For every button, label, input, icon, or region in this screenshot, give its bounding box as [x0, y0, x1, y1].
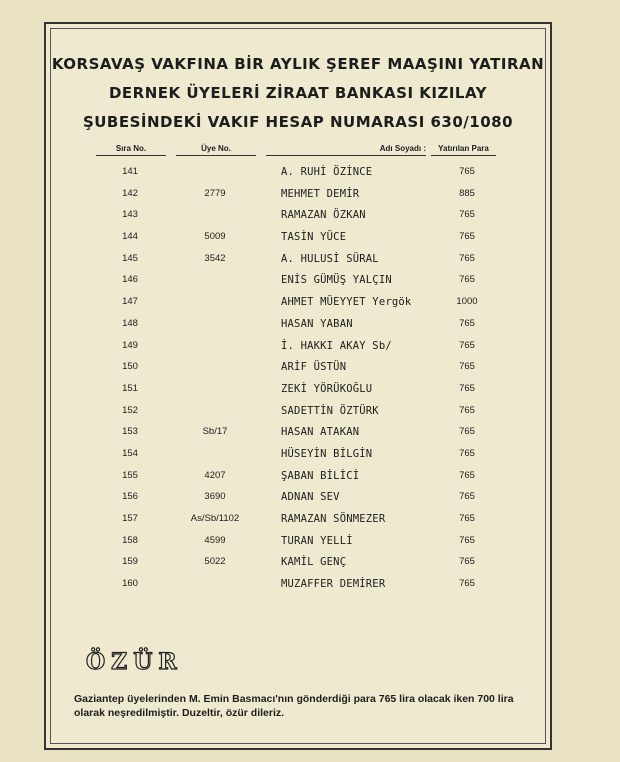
- cell-uye-no: 2779: [204, 187, 226, 199]
- cell-yatirilan-para: 765: [459, 166, 475, 177]
- cell-sira-no: 155: [122, 469, 138, 481]
- table-row: [46, 552, 550, 574]
- cell-adi-soyadi: ADNAN SEV: [281, 491, 340, 504]
- cell-yatirilan-para: 765: [459, 426, 475, 438]
- cell-yatirilan-para: 765: [459, 361, 475, 373]
- cell-yatirilan-para: 765: [459, 578, 475, 590]
- cell-uye-no: Sb/17: [202, 426, 228, 438]
- cell-adi-soyadi: ŞABAN BİLİCİ: [281, 469, 360, 482]
- cell-adi-soyadi: AHMET MÜEYYET Yergök: [281, 296, 412, 309]
- cell-uye-no: 3542: [204, 252, 226, 264]
- cell-sira-no: 148: [122, 317, 138, 329]
- cell-sira-no: 156: [122, 491, 138, 503]
- cell-yatirilan-para: 765: [459, 469, 475, 481]
- table-row: [46, 184, 550, 206]
- table-row: [46, 205, 550, 227]
- cell-adi-soyadi: MEHMET DEMİR: [281, 187, 360, 200]
- cell-uye-no: 4207: [204, 469, 226, 481]
- cell-yatirilan-para: 765: [459, 556, 475, 568]
- cell-sira-no: 147: [122, 296, 138, 308]
- member-table: [46, 162, 550, 596]
- table-row: [46, 531, 550, 553]
- title-line: DERNEK ÜYELERİ ZİRAAT BANKASI KIZILAY: [108, 84, 488, 102]
- cell-yatirilan-para: 765: [459, 252, 475, 264]
- cell-yatirilan-para: 1000: [456, 296, 478, 308]
- title-line: KORSAVAŞ VAKFINA BİR AYLIK ŞEREF MAAŞINI YATIRAN: [51, 55, 545, 73]
- header-uye-no: Üye No.: [176, 144, 256, 156]
- cell-adi-soyadi: SADETTİN ÖZTÜRK: [281, 404, 379, 417]
- cell-sira-no: 150: [122, 361, 138, 373]
- cell-sira-no: 143: [122, 209, 138, 221]
- cell-yatirilan-para: 765: [459, 404, 475, 416]
- cell-adi-soyadi: A. HULUSİ SÜRAL: [281, 252, 379, 265]
- table-row: [46, 162, 550, 184]
- cell-uye-no: 4599: [204, 534, 226, 546]
- cell-sira-no: 152: [122, 404, 138, 416]
- cell-adi-soyadi: TASİN YÜCE: [281, 231, 347, 244]
- cell-adi-soyadi: A. RUHİ ÖZİNCE: [281, 166, 373, 178]
- cell-uye-no: 5022: [204, 556, 226, 568]
- table-row: [46, 466, 550, 488]
- cell-adi-soyadi: ARİF ÜSTÜN: [281, 361, 347, 374]
- cell-sira-no: 142: [122, 187, 138, 199]
- table-row: [46, 574, 550, 596]
- title-line: ŞUBESİNDEKİ VAKIF HESAP NUMARASI 630/1080: [82, 113, 514, 131]
- cell-adi-soyadi: RAMAZAN ÖZKAN: [281, 209, 366, 222]
- cell-adi-soyadi: TURAN YELLİ: [281, 534, 353, 547]
- cell-adi-soyadi: HASAN YABAN: [281, 317, 353, 330]
- cell-yatirilan-para: 765: [459, 231, 475, 243]
- cell-yatirilan-para: 765: [459, 513, 475, 524]
- table-row: [46, 249, 550, 271]
- cell-sira-no: 158: [122, 534, 138, 546]
- cell-sira-no: 141: [122, 166, 138, 177]
- cell-adi-soyadi: İ. HAKKI AKAY Sb/: [281, 339, 392, 352]
- header-sira-no: Sıra No.: [96, 144, 166, 156]
- cell-sira-no: 159: [122, 556, 138, 568]
- cell-adi-soyadi: RAMAZAN SÖNMEZER: [281, 513, 386, 525]
- table-row: [46, 422, 550, 444]
- table-row: [46, 444, 550, 466]
- cell-adi-soyadi: MUZAFFER DEMİRER: [281, 578, 386, 591]
- header-yatirilan-para: Yatırılan Para: [431, 144, 496, 156]
- cell-yatirilan-para: 765: [459, 317, 475, 329]
- cell-yatirilan-para: 765: [459, 274, 475, 286]
- ozur-heading: ÖZÜR: [86, 649, 183, 675]
- table-row: [46, 509, 550, 531]
- cell-sira-no: 144: [122, 231, 138, 243]
- cell-adi-soyadi: ENİS GÜMÜŞ YALÇIN: [281, 274, 392, 287]
- table-row: [46, 292, 550, 314]
- cell-sira-no: 145: [122, 252, 138, 264]
- cell-yatirilan-para: 885: [459, 187, 475, 199]
- table-row: [46, 270, 550, 292]
- cell-yatirilan-para: 765: [459, 382, 475, 394]
- table-row: [46, 401, 550, 423]
- cell-adi-soyadi: HASAN ATAKAN: [281, 426, 360, 439]
- cell-yatirilan-para: 765: [459, 534, 475, 546]
- table-row: [46, 314, 550, 336]
- table-header: [46, 144, 550, 158]
- cell-yatirilan-para: 765: [459, 209, 475, 221]
- cell-uye-no: 3690: [204, 491, 226, 503]
- cell-sira-no: 146: [122, 274, 138, 286]
- cell-sira-no: 154: [122, 447, 138, 459]
- cell-uye-no: As/Sb/1102: [190, 513, 240, 524]
- cell-sira-no: 157: [122, 513, 138, 524]
- table-row: [46, 227, 550, 249]
- cell-yatirilan-para: 765: [459, 447, 475, 459]
- cell-sira-no: 153: [122, 426, 138, 438]
- cell-yatirilan-para: 765: [459, 339, 475, 351]
- table-row: [46, 357, 550, 379]
- header-adi-soyadi: Adı Soyadı :: [266, 144, 426, 156]
- ozur-text: Gaziantep üyelerinden M. Emin Basmacı'nın gönderdiği para 765 lira olacak iken 700 lira olarak neşredilmiştir. Duzeltir, özür dileriz.: [74, 693, 514, 719]
- cell-adi-soyadi: HÜSEYİN BİLGİN: [281, 447, 373, 460]
- cell-sira-no: 149: [122, 339, 138, 351]
- document-frame: [44, 22, 552, 750]
- page-title: [46, 50, 550, 137]
- cell-adi-soyadi: ZEKİ YÖRÜKOĞLU: [281, 382, 373, 395]
- table-row: [46, 336, 550, 358]
- table-row: [46, 379, 550, 401]
- cell-adi-soyadi: KAMİL GENÇ: [281, 556, 347, 569]
- cell-uye-no: 5009: [204, 231, 226, 243]
- cell-yatirilan-para: 765: [459, 491, 475, 503]
- table-row: [46, 487, 550, 509]
- cell-sira-no: 151: [122, 382, 138, 394]
- cell-sira-no: 160: [122, 578, 138, 590]
